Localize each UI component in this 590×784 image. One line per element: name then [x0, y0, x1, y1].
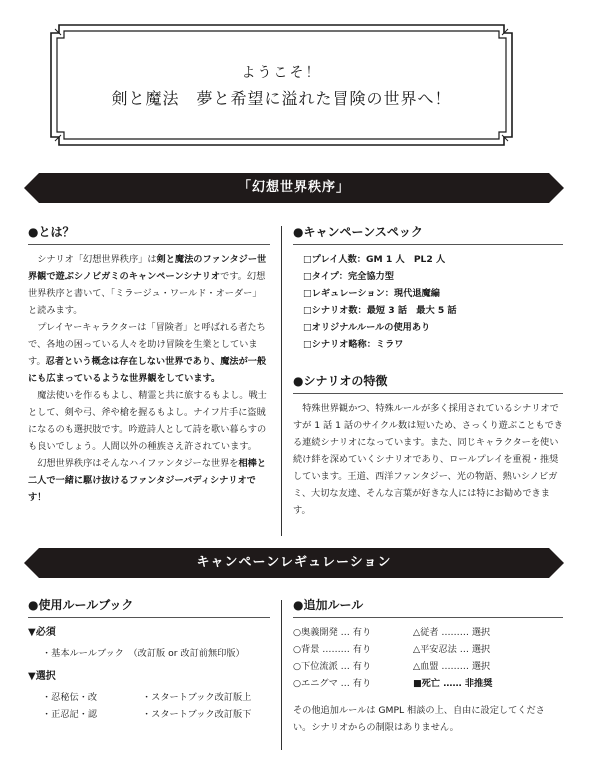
features-text: 特殊世界観かつ、特殊ルールが多く採用されているシナリオですが 1 話 1 話のサイクル数は短いため、さっくり遊ぶこともできる連続シナリオになっています。また、同じキャラクターを使い続け絆を深めていくシナリオであり、ロールプレイを重視・推奨しています。王道、西洋ファンタジー、光の物語、熱いシノビガミ、大切な友達、そんな言葉が好きな人には特にお勧めできます。 — [293, 403, 563, 516]
features-heading: ●シナリオの特徴 — [293, 374, 388, 388]
rule-item: △平安忍法 … 選択 — [413, 644, 491, 655]
required-book: ・基本ルールブック （改訂版 or 改訂前無印版） — [42, 648, 245, 659]
rule-item: △従者 ……… 選択 — [413, 627, 491, 638]
features-rule — [293, 393, 563, 394]
tagline: 剣と魔法 夢と希望に溢れた冒険の世界へ！ — [111, 88, 452, 108]
optional-book: ・忍秘伝・改 — [42, 692, 98, 703]
rule-item: ○奥義開発 … 有り — [293, 627, 372, 638]
spec-item: □プレイ人数：GM 1 人 PL2 人 — [303, 254, 446, 265]
spec-rule — [293, 244, 563, 245]
rulebooks-section — [28, 597, 270, 723]
rule-item: ○背景 ……… 有り — [293, 644, 372, 655]
optional-row — [28, 689, 270, 706]
column-divider-top — [281, 226, 282, 536]
rulebooks-rule — [28, 617, 270, 618]
additional-heading: ●追加ルール — [293, 598, 364, 612]
additional-rules-section — [293, 597, 563, 736]
additional-note: その他追加ルールは GMPL 相談の上、自由に設定してください。シナリオからの制限はありません。 — [293, 705, 545, 733]
section-title-world: 「幻想世界秩序」 — [237, 180, 350, 195]
required-label: ▼必須 — [28, 627, 56, 638]
spec-item: □シナリオ数：最短 3 話 最大 5 話 — [303, 305, 457, 316]
spec-item: □シナリオ略称：ミラワ — [303, 339, 404, 350]
spec-item: □レギュレーション：現代退魔編 — [303, 288, 440, 299]
about-section — [28, 224, 270, 506]
about-paragraph-3: 魔法使いを作るもよし、精霊と共に旅するもよし。戦士として、剣や弓、斧や槍を握るもよし。ナイフ片手に盗賊になるのも選択肢です。吟遊詩人として詩を歌い暮らすのも良いでしょう。人間以外の種族さえ許されています。 — [28, 390, 267, 452]
about-paragraph-2: プレイヤーキャラクターは「冒険者」と呼ばれる者たちで、各地の困っている人々を助け冒険を生業としています。忍者という概念は存在しない世界であり、魔法が一般にも広まっているような世界観をしています。 — [28, 322, 267, 384]
about-paragraph-1: シナリオ「幻想世界秩序」は剣と魔法のファンタジー世界観で遊ぶシノビガミのキャンペーンシナリオです。幻想世界秩序と書いて、「ミラージュ・ワールド・オーダー」と読みます。 — [28, 254, 267, 316]
column-divider-bottom — [281, 600, 282, 750]
rulebooks-heading: ●使用ルールブック — [28, 598, 134, 612]
spec-section — [293, 224, 563, 353]
section-title-regulation: キャンペーンレギュレーション — [196, 555, 392, 570]
optional-label: ▼選択 — [28, 671, 56, 682]
spec-item: □オリジナルルールの使用あり — [303, 322, 431, 333]
features-section — [293, 373, 563, 519]
rule-item: △血盟 ……… 選択 — [413, 661, 491, 672]
about-paragraph-4: 幻想世界秩序はそんなハイファンタジーな世界を相棒と二人で一緒に駆け抜けるファンタジーバディシナリオです！ — [28, 458, 267, 503]
rule-item: ○下位流派 … 有り — [293, 661, 372, 672]
about-heading: ●とは？ — [28, 225, 75, 239]
optional-book: ・スタートブック改訂版上 — [142, 692, 252, 703]
additional-rule — [293, 617, 563, 618]
spec-heading: ●キャンペーンスペック — [293, 225, 423, 239]
header-frame-text — [49, 23, 514, 147]
optional-book: ・スタートブック改訂版下 — [142, 709, 252, 720]
about-rule — [28, 244, 270, 245]
optional-row — [28, 706, 270, 723]
spec-item: □タイプ：完全協力型 — [303, 271, 394, 282]
rule-item: ■死亡 …… 非推奨 — [413, 678, 493, 689]
additional-rules-grid — [293, 624, 563, 692]
rule-item: ○エニグマ … 有り — [293, 678, 372, 689]
welcome-line: ようこそ！ — [241, 64, 322, 81]
optional-book: ・正忍記・認 — [42, 709, 98, 720]
